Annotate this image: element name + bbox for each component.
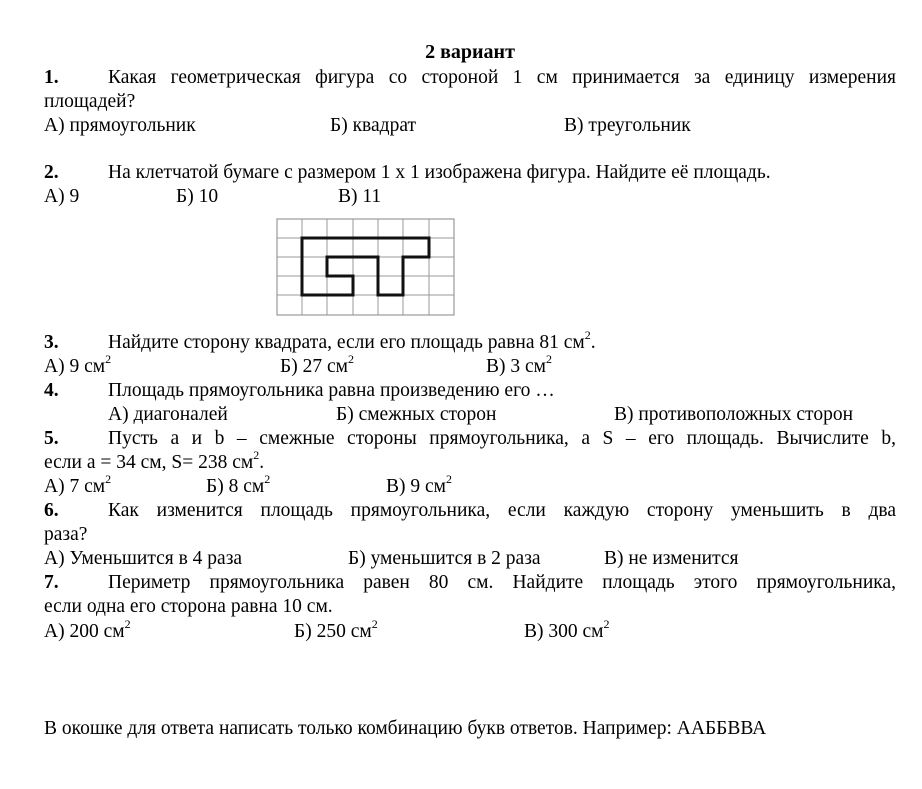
q3-option-c: В) 3 $см^2$ xyxy=(486,351,552,377)
q7-option-b: Б) 250 $см^2$ xyxy=(294,616,378,642)
q2-text: На клетчатой бумаге с размером 1 х 1 изображена фигура. Найдите её площадь. xyxy=(108,162,771,183)
q2-option-b: Б) 10 xyxy=(176,186,219,207)
q5-text-cont: если a = 34 см, S= 238 $см^2$. xyxy=(44,447,265,473)
q1-text-cont: площадей? xyxy=(44,91,136,112)
q5-option-c: В) 9 $см^2$ xyxy=(386,471,452,497)
q3-option-b: Б) 27 $см^2$ xyxy=(280,351,354,377)
q1-number: 1. xyxy=(44,67,59,88)
q3-option-a: А) 9 $см^2$ xyxy=(44,351,112,377)
q1-option-c: В) треугольник xyxy=(564,115,691,136)
q3-number: 3. xyxy=(44,332,59,353)
grid-figure xyxy=(276,218,456,318)
q2-option-c: В) 11 xyxy=(338,186,382,207)
q5-text: Пусть a и b – смежные стороны прямоугольника, а S – его площадь. Вычислите b, xyxy=(108,428,896,449)
q7-text: Периметр прямоугольника равен 80 см. Найдите площадь этого прямоугольника, xyxy=(108,572,896,593)
q1-option-b: Б) квадрат xyxy=(330,115,416,136)
q6-text: Как изменится площадь прямоугольника, если каждую сторону уменьшить в два xyxy=(108,500,896,521)
q2-option-a: А) 9 xyxy=(44,186,80,207)
q1-option-a: А) прямоугольник xyxy=(44,115,196,136)
q5-option-b: Б) 8 $см^2$ xyxy=(206,471,271,497)
q6-option-c: В) не изменится xyxy=(604,548,739,569)
q7-option-c: В) 300 $см^2$ xyxy=(524,616,610,642)
q5-option-a: А) 7 $см^2$ xyxy=(44,471,112,497)
q4-option-c: В) противоположных сторон xyxy=(614,404,853,425)
q4-number: 4. xyxy=(44,380,59,401)
q6-option-b: Б) уменьшится в 2 раза xyxy=(348,548,541,569)
q6-option-a: А) Уменьшится в 4 раза xyxy=(44,548,243,569)
q4-text: Площадь прямоугольника равна произведению его … xyxy=(108,380,555,401)
q7-number: 7. xyxy=(44,572,59,593)
q6-text-cont: раза? xyxy=(44,524,88,545)
grid-border xyxy=(277,219,454,315)
q6-number: 6. xyxy=(44,500,59,521)
q4-option-a: А) диагоналей xyxy=(108,404,228,425)
q7-text-cont: если одна его сторона равна 10 см. xyxy=(44,596,333,617)
figure-outline xyxy=(302,238,429,295)
q1-text: Какая геометрическая фигура со стороной 1 см принимается за единицу измерения xyxy=(108,67,896,88)
q4-option-b: Б) смежных сторон xyxy=(336,404,497,425)
q5-number: 5. xyxy=(44,428,59,449)
grid-lines xyxy=(277,219,454,315)
q3-text: Найдите сторону квадрата, если его площадь равна 81 $см^2$. xyxy=(108,327,596,353)
q7-option-a: А) 200 $см^2$ xyxy=(44,616,131,642)
answer-instruction: В окошке для ответа написать только комбинацию букв ответов. Например: ААББВВА xyxy=(44,718,767,739)
variant-title: 2 вариант xyxy=(425,41,515,63)
q2-number: 2. xyxy=(44,162,59,183)
